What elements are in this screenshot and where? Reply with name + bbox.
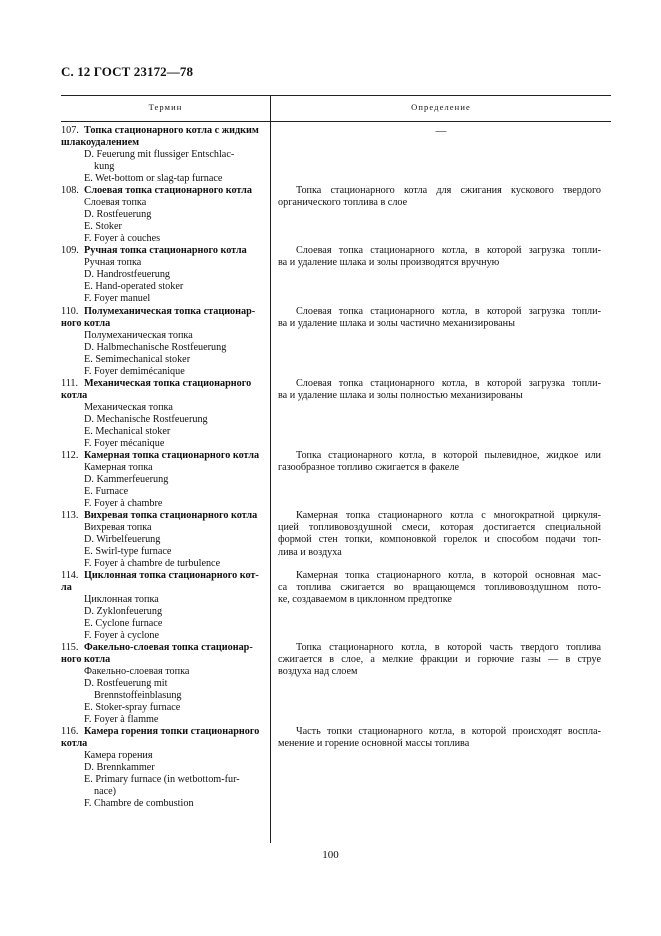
definition-line: Топка стационарного котла, в которой пылевидное, жидкое или <box>296 450 601 461</box>
definition-cell <box>278 306 601 330</box>
term-number: 111. <box>61 378 79 389</box>
column-divider <box>270 95 271 843</box>
term-title: Слоевая топка стационарного котла <box>84 185 252 196</box>
definition-line: газообразное топливо сжигается в факеле <box>278 462 460 474</box>
definition-line: менение и горение основной массы топлива <box>278 738 470 750</box>
term-number: 108. <box>61 185 79 196</box>
term-title: котла <box>61 738 88 749</box>
term-title: Циклонная топка стационарного кот- <box>84 570 259 581</box>
term-line: Факельно-слоевая топка <box>84 666 190 677</box>
term-line: D. Feuerung mit flussiger Entschlac- <box>84 149 235 160</box>
definition-cell <box>278 570 601 607</box>
term-line: F. Foyer manuel <box>84 293 151 304</box>
term-line: E. Wet-bottom or slag-tap furnace <box>84 173 223 184</box>
page-number: 100 <box>322 849 339 861</box>
term-line: D. Halbmechanische Rostfeuerung <box>84 342 227 353</box>
term-title: Топка стационарного котла с жидким <box>84 125 259 136</box>
term-line: E. Hand-operated stoker <box>84 281 184 292</box>
definition-line: Топка стационарного котла, в которой часть твердого топлива <box>296 642 601 653</box>
definition-line: Топка стационарного котла для сжигания кускового твердого <box>296 185 601 196</box>
term-title: Факельно-слоевая топка стационар- <box>84 642 253 653</box>
term-title: ла <box>61 582 72 593</box>
term-line: F. Foyer à flamme <box>84 714 159 725</box>
term-title: ного котла <box>61 654 111 665</box>
definition-line: Камерная топка стационарного котла, в которой основная мас- <box>296 570 601 581</box>
term-cell <box>61 726 265 810</box>
term-title: Камерная топка стационарного котла <box>84 450 260 461</box>
term-line: D. Mechanische Rostfeuerung <box>84 414 208 425</box>
term-title: Полумеханическая топка стационар- <box>84 306 256 317</box>
term-title: Камера горения топки стационарного <box>84 726 260 737</box>
column-header-term: Термин <box>148 102 183 112</box>
term-number: 114. <box>61 570 79 581</box>
term-line: F. Foyer à chambre <box>84 498 163 509</box>
term-line: nace) <box>94 786 117 797</box>
term-line: E. Mechanical stoker <box>84 426 171 437</box>
table-top-rule <box>61 95 611 96</box>
definition-line: са топлива сжигается во вращающемся топливовоздушном пото- <box>278 582 601 594</box>
definition-cell <box>278 510 601 559</box>
definition-line: Слоевая топка стационарного котла, в которой загрузка топли- <box>296 306 601 317</box>
term-line: E. Furnace <box>84 486 129 497</box>
definition-cell <box>278 726 601 750</box>
term-title: ного котла <box>61 318 111 329</box>
definition-cell <box>278 642 601 679</box>
term-cell <box>61 185 265 245</box>
definition-cell <box>278 378 601 402</box>
definition-line: ва и удаление шлака и золы производятся вручную <box>278 257 500 269</box>
term-title: котла <box>61 390 88 401</box>
term-line: E. Stoker-spray furnace <box>84 702 181 713</box>
term-line: E. Semimechanical stoker <box>84 354 191 365</box>
term-cell <box>61 378 265 450</box>
definition-line: сжигается в слое, а мелкие фракции и горючие газы — в струе <box>278 654 601 666</box>
term-cell <box>61 125 265 185</box>
term-cell <box>61 642 265 726</box>
term-line: Вихревая топка <box>84 522 152 533</box>
term-line: D. Rostfeuerung mit <box>84 678 168 689</box>
term-line: F. Foyer mécanique <box>84 438 165 449</box>
definition-line: Слоевая топка стационарного котла, в которой загрузка топли- <box>296 245 601 256</box>
term-line: D. Handrostfeuerung <box>84 269 171 280</box>
page-header: С. 12 ГОСТ 23172—78 <box>61 64 194 79</box>
term-number: 115. <box>61 642 79 653</box>
term-number: 112. <box>61 450 79 461</box>
term-line: D. Brennkammer <box>84 762 155 773</box>
term-line: F. Foyer demimécanique <box>84 366 185 377</box>
term-line: Ручная топка <box>84 257 142 268</box>
term-number: 116. <box>61 726 79 737</box>
term-cell <box>61 245 265 305</box>
term-line: D. Wirbelfeuerung <box>84 534 161 545</box>
term-line: F. Foyer à couches <box>84 233 161 244</box>
term-number: 110. <box>61 306 79 317</box>
definition-cell <box>278 185 601 209</box>
term-cell <box>61 510 265 570</box>
term-cell <box>61 450 265 510</box>
definition-line: Слоевая топка стационарного котла, в которой загрузка топли- <box>296 378 601 389</box>
term-line: Камерная топка <box>84 462 153 473</box>
term-line: E. Cyclone furnace <box>84 618 163 629</box>
definition-line: формой стен топки, компоновкой горелок и способом подачи топ- <box>278 534 601 546</box>
term-line: E. Swirl-type furnace <box>84 546 172 557</box>
term-line: kung <box>94 161 115 172</box>
term-line: D. Rostfeuerung <box>84 209 152 220</box>
definition-dash: — <box>435 125 447 137</box>
term-line: E. Primary furnace (in wetbottom-fur- <box>84 774 240 785</box>
definition-line: ва и удаление шлака и золы полностью механизированы <box>278 390 523 402</box>
term-line: E. Stoker <box>84 221 122 232</box>
column-header-definition: Определение <box>411 102 471 112</box>
term-line: Камера горения <box>84 750 153 761</box>
term-line: F. Chambre de combustion <box>84 798 194 809</box>
definition-line: цией топливовоздушной смеси, которая достигается специальной <box>278 522 601 534</box>
definition-line: Камерная топка стационарного котла с многократной циркуля- <box>296 510 601 521</box>
term-line: F. Foyer à chambre de turbulence <box>84 558 221 569</box>
term-line: Brennstoffeinblasung <box>94 690 182 701</box>
term-cell <box>61 570 265 642</box>
term-line: Механическая топка <box>84 402 173 413</box>
term-cell <box>61 306 265 378</box>
term-title: Вихревая топка стационарного котла <box>84 510 258 521</box>
term-line: D. Kammerfeuerung <box>84 474 169 485</box>
term-title: Механическая топка стационарного <box>84 378 252 389</box>
term-title: шлакоудалением <box>61 137 140 148</box>
definition-line: лива и воздуха <box>278 546 342 558</box>
definition-line: ке, создаваемом в циклонном предтопке <box>278 594 452 606</box>
term-line: F. Foyer à cyclone <box>84 630 160 641</box>
definition-line: воздуха над слоем <box>278 666 358 678</box>
definition-cell <box>278 245 601 269</box>
definition-line: органического топлива в слое <box>278 197 408 209</box>
definition-line: ва и удаление шлака и золы частично механизированы <box>278 318 515 330</box>
definition-line: Часть топки стационарного котла, в которой происходят воспла- <box>296 726 601 737</box>
term-number: 113. <box>61 510 79 521</box>
definition-cell <box>278 450 601 474</box>
term-line: Слоевая топка <box>84 197 147 208</box>
term-line: Полумеханическая топка <box>84 330 193 341</box>
term-line: Циклонная топка <box>84 594 159 605</box>
term-title: Ручная топка стационарного котла <box>84 245 247 256</box>
term-number: 107. <box>61 125 79 136</box>
table-header-rule <box>61 121 611 122</box>
term-number: 109. <box>61 245 79 256</box>
term-line: D. Zyklonfeuerung <box>84 606 163 617</box>
